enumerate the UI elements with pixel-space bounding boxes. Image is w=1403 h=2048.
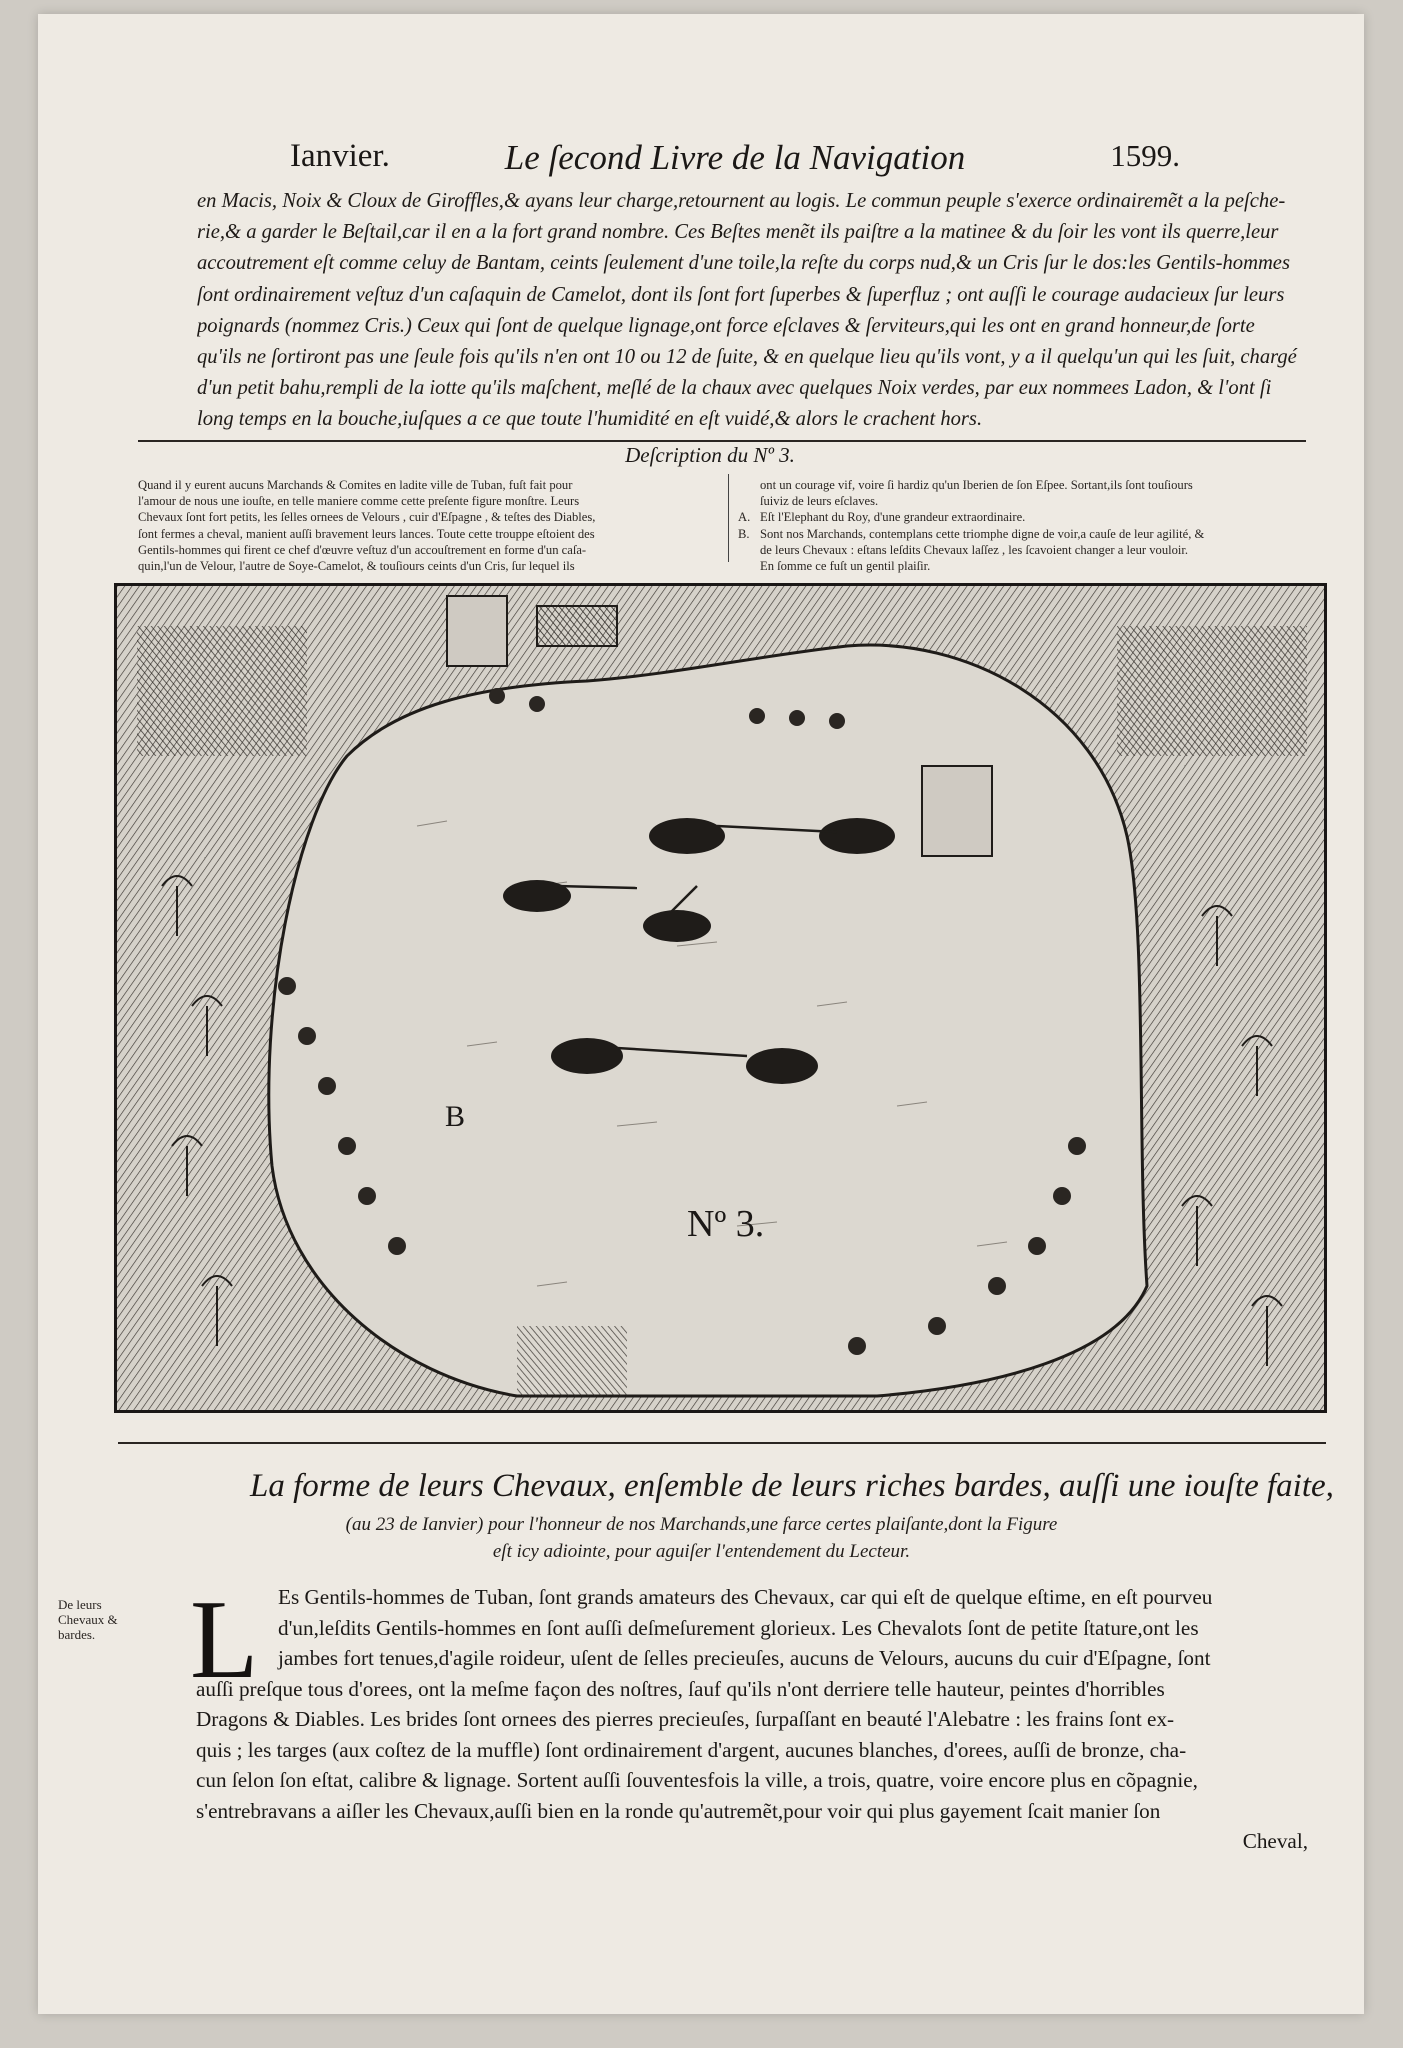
description-key: B. — [738, 526, 750, 541]
description-title: Deſcription du Nº 3. — [625, 443, 795, 467]
body-line: s'entrebravans a aiſler les Chevaux,auſſi bien en la ronde qu'autremẽt,pour voir qui plus gayement ſcait manier ſon — [196, 1798, 1161, 1823]
body-text — [196, 1582, 1308, 1857]
description-line: l'amour de nous une iouſte, en telle maniere comme cette preſente figure monſtre. Leurs — [138, 494, 580, 509]
body-line: Dragons & Diables. Les brides ſont ornees des pierres precieuſes, ſurpaſſant en beauté l'Alebatre : les frains ſont ex- — [196, 1707, 1175, 1731]
description-text: Eſt l'Elephant du Roy, d'une grandeur extraordinaire. — [760, 510, 1026, 525]
description-line — [738, 509, 1318, 525]
running-head-month: Ianvier. — [290, 138, 390, 174]
caption-subline: eſt icy adiointe, pour aguiſer l'entendement du Lecteur. — [492, 1541, 911, 1562]
caption-title: La forme de leurs Chevaux, enſemble de leurs riches bardes, auſſi une iouſte faite, — [250, 1468, 1334, 1504]
body-line: jambes fort tenues,d'agile roideur, uſent de ſelles precieuſes, aucuns de Velours, aucuns du cuir d'Eſpagne, ſont — [278, 1646, 1211, 1670]
description-line: ſont fermes a cheval, manient auſſi bravement leurs lances. Toute cette trouppe eſtoient des — [138, 526, 595, 541]
section-rule — [138, 440, 1306, 442]
caption-rule — [118, 1442, 1326, 1444]
description-text: de leurs Chevaux : eſtans leſdits Chevaux laſſez , les ſcavoient changer a leur vouloir. — [760, 542, 1189, 557]
paragraph-line: long temps en la bouche,iuſques a ce que toute l'humidité en eſt vuidé,& alors le crachent hors. — [197, 408, 983, 431]
running-head-title: Le ſecond Livre de la Navigation — [504, 138, 966, 177]
jousting-engraving — [114, 583, 1327, 1413]
description-line: quin,l'un de Velour, l'autre de Soye-Camelot, & touſiours ceints d'un Cris, ſur lequel ils — [138, 559, 575, 574]
body-line: d'un,leſdits Gentils-hommes en ſont auſſi deſmeſurement glorieux. Les Chevalots ſont de petite ſtature,ont les — [278, 1615, 1199, 1640]
bottom-spearmen — [517, 1326, 627, 1396]
description-line — [738, 542, 1318, 558]
left-spearmen-crowd — [137, 626, 307, 756]
description-line: Quand il y eurent aucuns Marchands & Comites en ladite ville de Tuban, fuſt fait pour — [138, 478, 573, 492]
paragraph-line: accoutrement eſt comme celuy de Bantam, ceints ſeulement d'une toile,la reſte du corps nud,& un Cris ſur le dos:les Gentils-hommes — [197, 252, 1290, 275]
caption-subline: (au 23 de Ianvier) pour l'honneur de nos Marchands,une farce certes plaiſante,dont la Figure — [345, 1514, 1058, 1535]
body-line: Cheval, — [1242, 1829, 1308, 1853]
description-right-column — [738, 477, 1318, 574]
gatehouse — [447, 596, 507, 666]
margin-note — [58, 1597, 178, 1642]
body-line: Es Gentils-hommes de Tuban, ſont grands amateurs des Chevaux, car qui eſt de quelque eſtime, en eſt pourveu — [278, 1585, 1213, 1609]
description-left-column — [138, 477, 718, 574]
description-line — [738, 493, 1318, 509]
description-key: A. — [738, 510, 751, 525]
right-spearmen-crowd — [1117, 626, 1307, 756]
paragraph-line: d'un petit bahu,rempli de la iotte qu'ils maſchent, meſlé de la chaux avec quelques Noix verdes, par eux nommees Ladon, & l'ont ſi — [197, 377, 1272, 400]
paragraph-line: ſont ordinairement veſtuz d'un caſaquin de Camelot, dont ils ſont fort ſuperbes & ſuperfluz ; ont auſſi le courage audacieux ſur leurs — [197, 283, 1285, 306]
top-paragraph — [197, 186, 1305, 436]
column-divider — [728, 474, 729, 562]
running-head-year: 1599. — [1110, 138, 1180, 173]
paragraph-line: qu'ils ne ſortiront pas une ſeule fois qu'ils n'en ont 10 ou 12 de ſuite, & en quelque lieu qu'ils vont, y a il quelqu'un qui les ſuit, chargé — [197, 346, 1297, 369]
margin-note-line: bardes. — [58, 1627, 96, 1642]
tournament-arena — [269, 645, 1147, 1396]
description-text: Sont nos Marchands, contemplans cette triomphe digne de voir,a cauſe de leur agilité, & — [760, 526, 1205, 541]
body-line: quis ; les targes (aux coſtez de la muffle) ſont ordinairement d'argent, aucunes blanches, d'orees, auſſi de bronze, cha- — [196, 1737, 1187, 1762]
description-text: En ſomme ce fuſt un gentil plaiſir. — [760, 559, 931, 574]
body-line: cun ſelon ſon eſtat, calibre & lignage. Sortent auſſi ſouventesfois la ville, a trois, quatre, voire encore plus en cõpagnie, — [196, 1768, 1198, 1792]
description-line: Chevaux ſont fort petits, les ſelles ornees de Velours , cuir d'Eſpagne , & teſtes des Diables, — [138, 510, 596, 525]
margin-note-line: De leurs — [58, 1597, 102, 1612]
description-line: Gentils-hommes qui firent ce chef d'œuvre veſtuz d'un accouſtrement en forme d'un caſa- — [138, 542, 587, 557]
paragraph-line: poignards (nommez Cris.) Ceux qui ſont de quelque lignage,ont force eſclaves & ſerviteurs,qui les ont en grand honneur,de ſorte — [197, 314, 1255, 337]
paragraph-line: rie,& a garder le Beſtail,car il en a la fort grand nombre. Ces Beſtes menẽt ils paiſtre a la matinee & du ſoir les vont ils querre,leur — [197, 221, 1279, 244]
description-line — [738, 477, 1318, 493]
body-line: auſſi preſque tous d'orees, ont la meſme façon des noſtres, ſauf qu'ils n'ont derriere telle hauteur, peintes d'horribles — [196, 1676, 1165, 1701]
description-line — [738, 526, 1318, 542]
plate-number: Nº 3. — [687, 1203, 765, 1245]
description-text: ſuiviz de leurs eſclaves. — [760, 494, 879, 509]
paragraph-line: en Macis, Noix & Cloux de Giroffles,& ayans leur charge,retournent au logis. Le commun peuple s'exerce ordinairemẽt a la peſche- — [197, 190, 1286, 212]
margin-note-line: Chevaux & — [58, 1612, 118, 1627]
marker-letter-b: B — [445, 1100, 466, 1133]
description-text: ont un courage vif, voire ſi hardiz qu'un Iberien de ſon Eſpee. Sortant,ils ſont touſiours — [760, 478, 1193, 492]
drop-cap: L — [190, 1578, 259, 1702]
right-tower — [922, 766, 992, 856]
royal-elephant — [537, 606, 617, 646]
running-head — [290, 138, 1180, 182]
description-line — [738, 558, 1318, 574]
